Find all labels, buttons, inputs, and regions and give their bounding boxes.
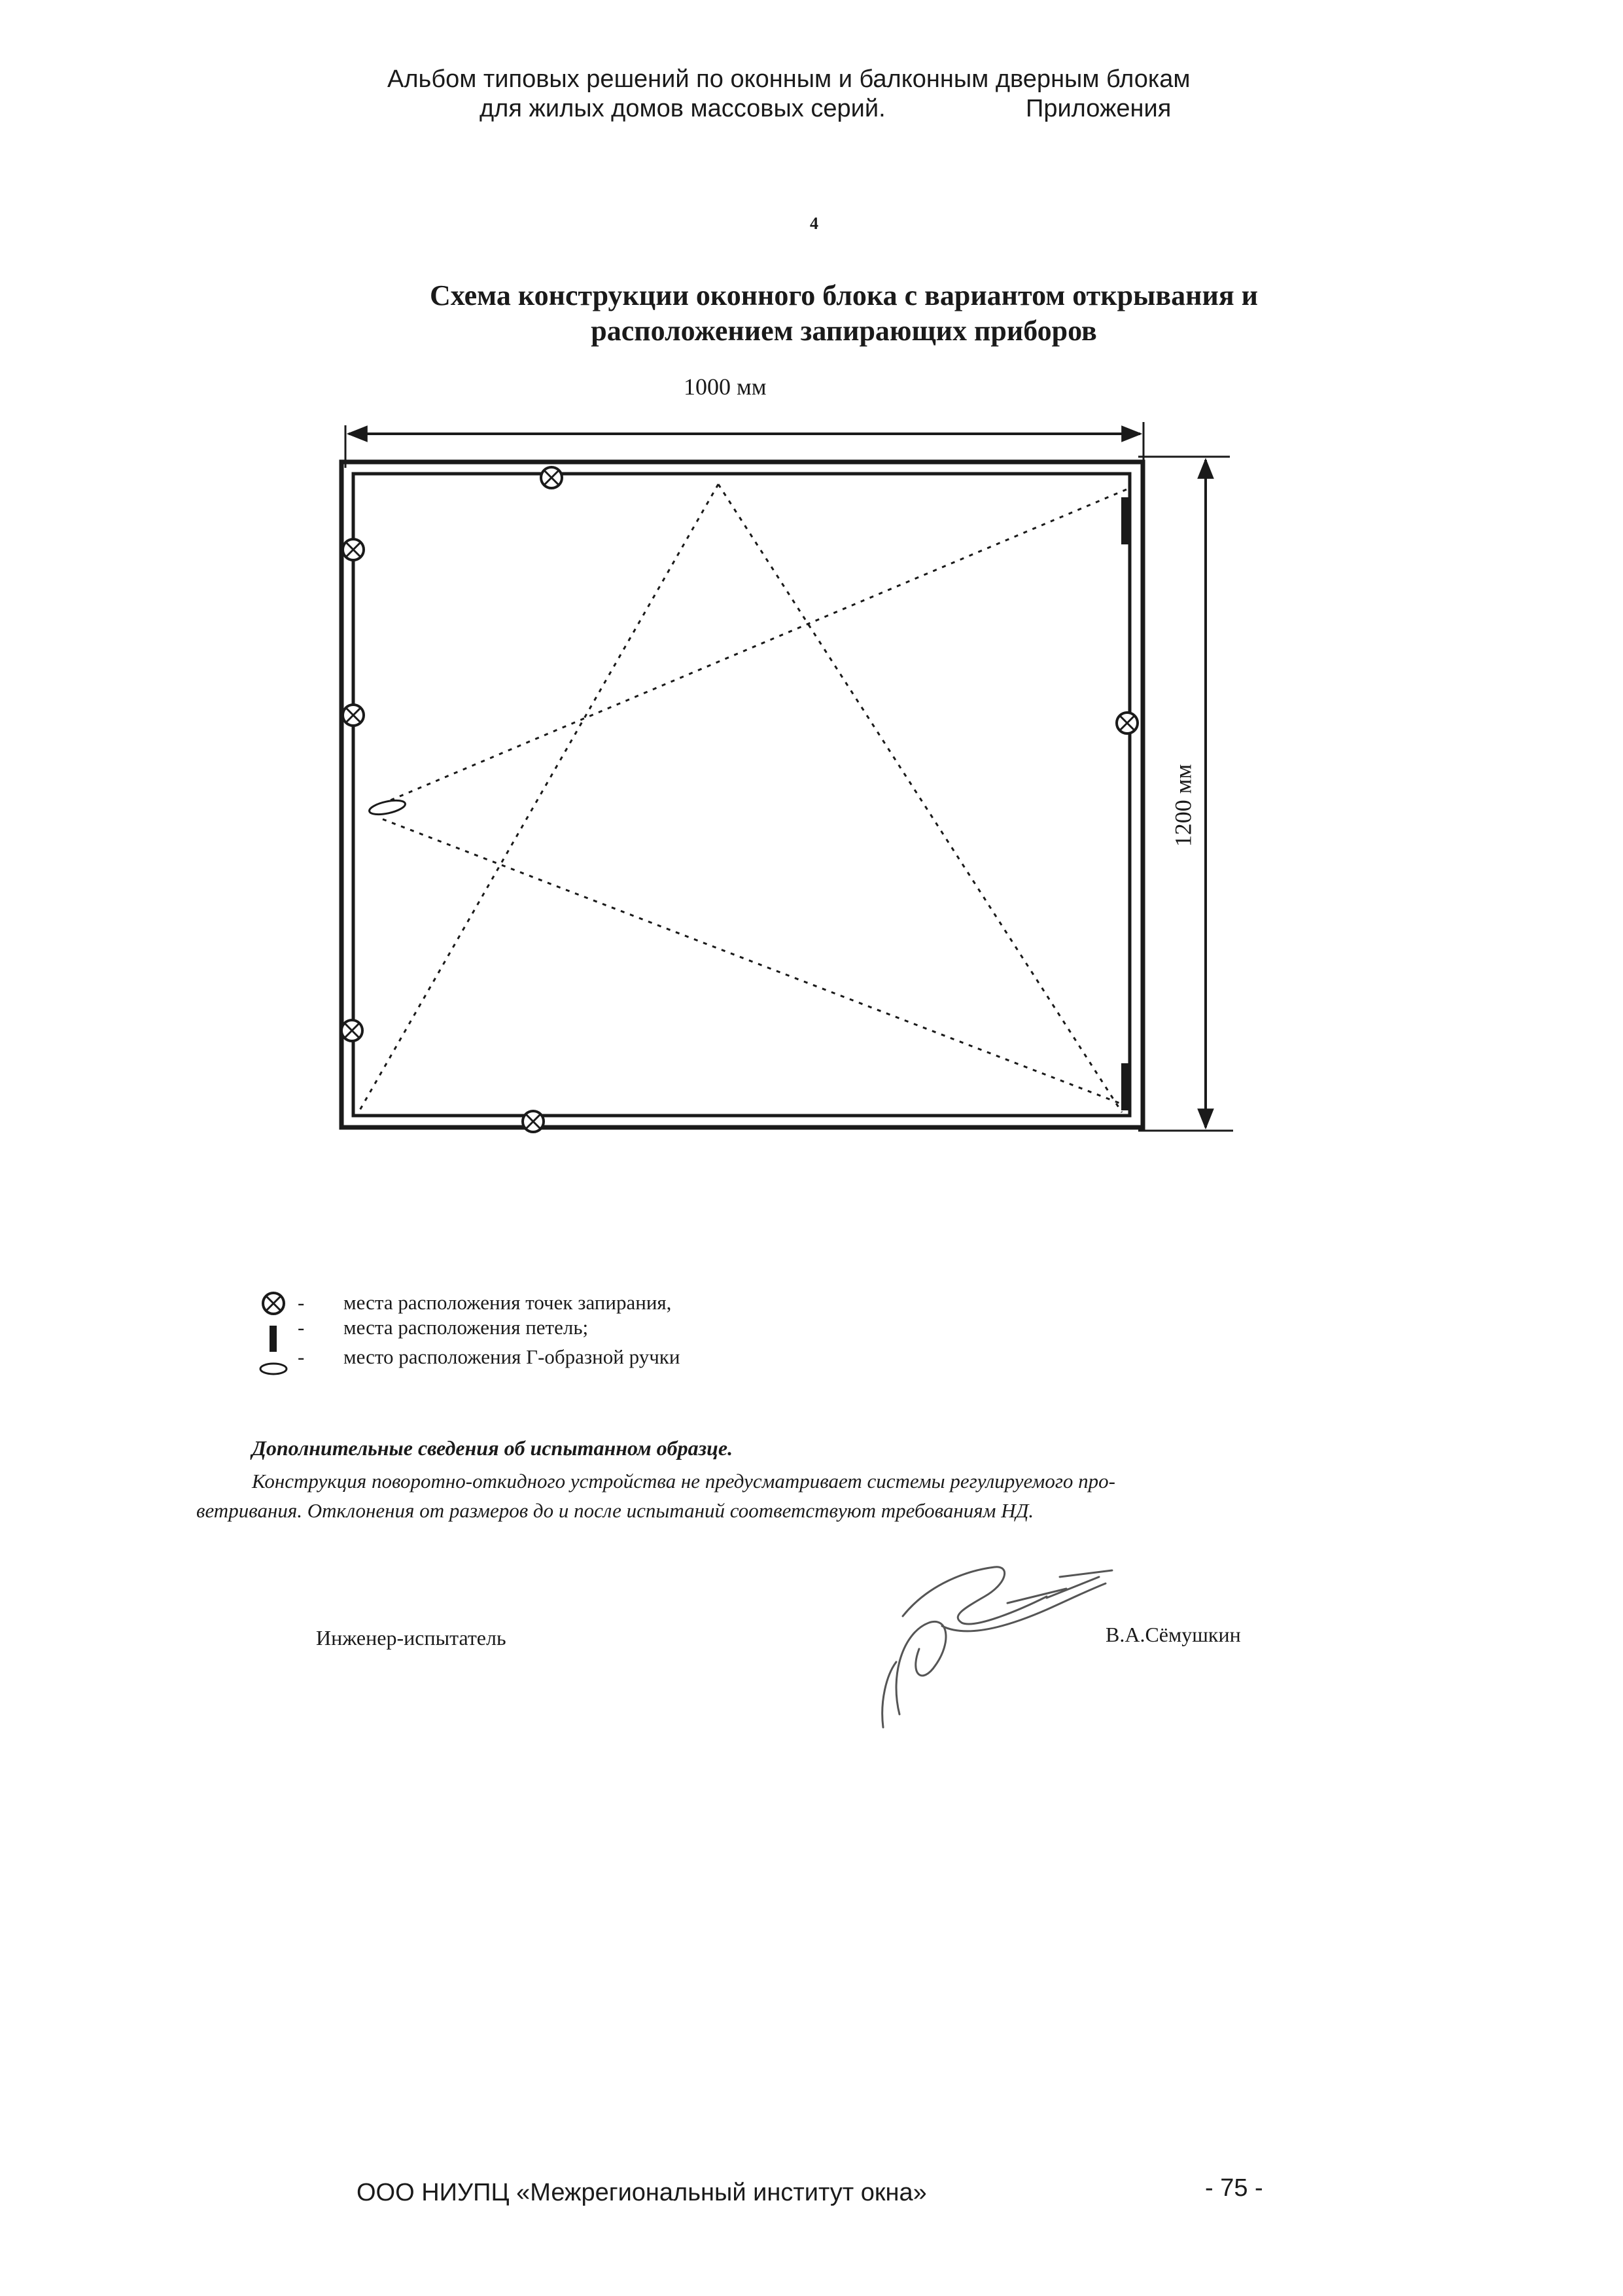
- signature-name: В.А.Сёмушкин: [1106, 1623, 1241, 1646]
- height-dimension-label: 1200 мм: [1170, 764, 1196, 847]
- lock-point-icon: [343, 705, 364, 726]
- legend-hinge-icon: [270, 1326, 277, 1352]
- legend-handle-dash: -: [298, 1345, 305, 1368]
- additional-info-line2: ветривания. Отклонения от размеров до и после испытаний соответствуют требованиям НД.: [196, 1499, 1034, 1522]
- legend-lock-text: места расположения точек запирания,: [343, 1291, 672, 1314]
- legend-hinge-text: места расположения петель;: [343, 1316, 589, 1339]
- header-section: Приложения: [1026, 95, 1172, 122]
- handwritten-signature: [882, 1567, 1112, 1727]
- lock-point-icon: [1117, 713, 1138, 733]
- turn-line-top: [383, 489, 1126, 804]
- legend-lock-icon: [263, 1293, 284, 1314]
- additional-info-heading: Дополнительные сведения об испытанном образце.: [252, 1436, 733, 1460]
- additional-info-line1: Конструкция поворотно-откидного устройства не предусматривает системы регулируемого про-: [252, 1470, 1115, 1492]
- legend-hinge-dash: -: [298, 1316, 305, 1339]
- lock-point-icon: [541, 467, 562, 488]
- signature-role: Инженер-испытатель: [316, 1626, 506, 1650]
- diagram-title-line1: Схема конструкции оконного блока с вариантом открывания и: [429, 279, 1259, 311]
- lock-point-icon: [341, 1020, 362, 1041]
- header-title-line2: для жилых домов массовых серий.: [480, 95, 886, 122]
- footer-page-number: - 75 -: [1205, 2174, 1263, 2202]
- width-dimension-label: 1000 мм: [684, 374, 767, 400]
- lock-point-icon: [523, 1111, 544, 1132]
- height-dimension: [1138, 457, 1233, 1131]
- window-sash-inner: [353, 474, 1130, 1116]
- window-frame-outer: [341, 462, 1143, 1127]
- lock-point-icon: [343, 539, 364, 560]
- footer-organization: ООО НИУПЦ «Межрегиональный институт окна»: [357, 2179, 927, 2206]
- hinge-bottom: [1121, 1063, 1130, 1110]
- small-page-number: 4: [810, 214, 818, 233]
- legend-handle-text: место расположения Г-образной ручки: [343, 1345, 680, 1368]
- tilt-line-left: [358, 484, 718, 1112]
- diagram-title-line2: расположением запирающих приборов: [591, 315, 1097, 347]
- legend-lock-dash: -: [298, 1291, 305, 1314]
- header-title-line1: Альбом типовых решений по оконным и балконным дверным блокам: [387, 65, 1191, 93]
- hinge-top: [1121, 497, 1130, 544]
- handle-icon: [368, 798, 407, 817]
- opening-lines: [358, 484, 1126, 1112]
- legend-handle-icon: [260, 1364, 287, 1374]
- turn-line-bottom: [383, 819, 1126, 1106]
- tilt-line-right: [718, 484, 1122, 1112]
